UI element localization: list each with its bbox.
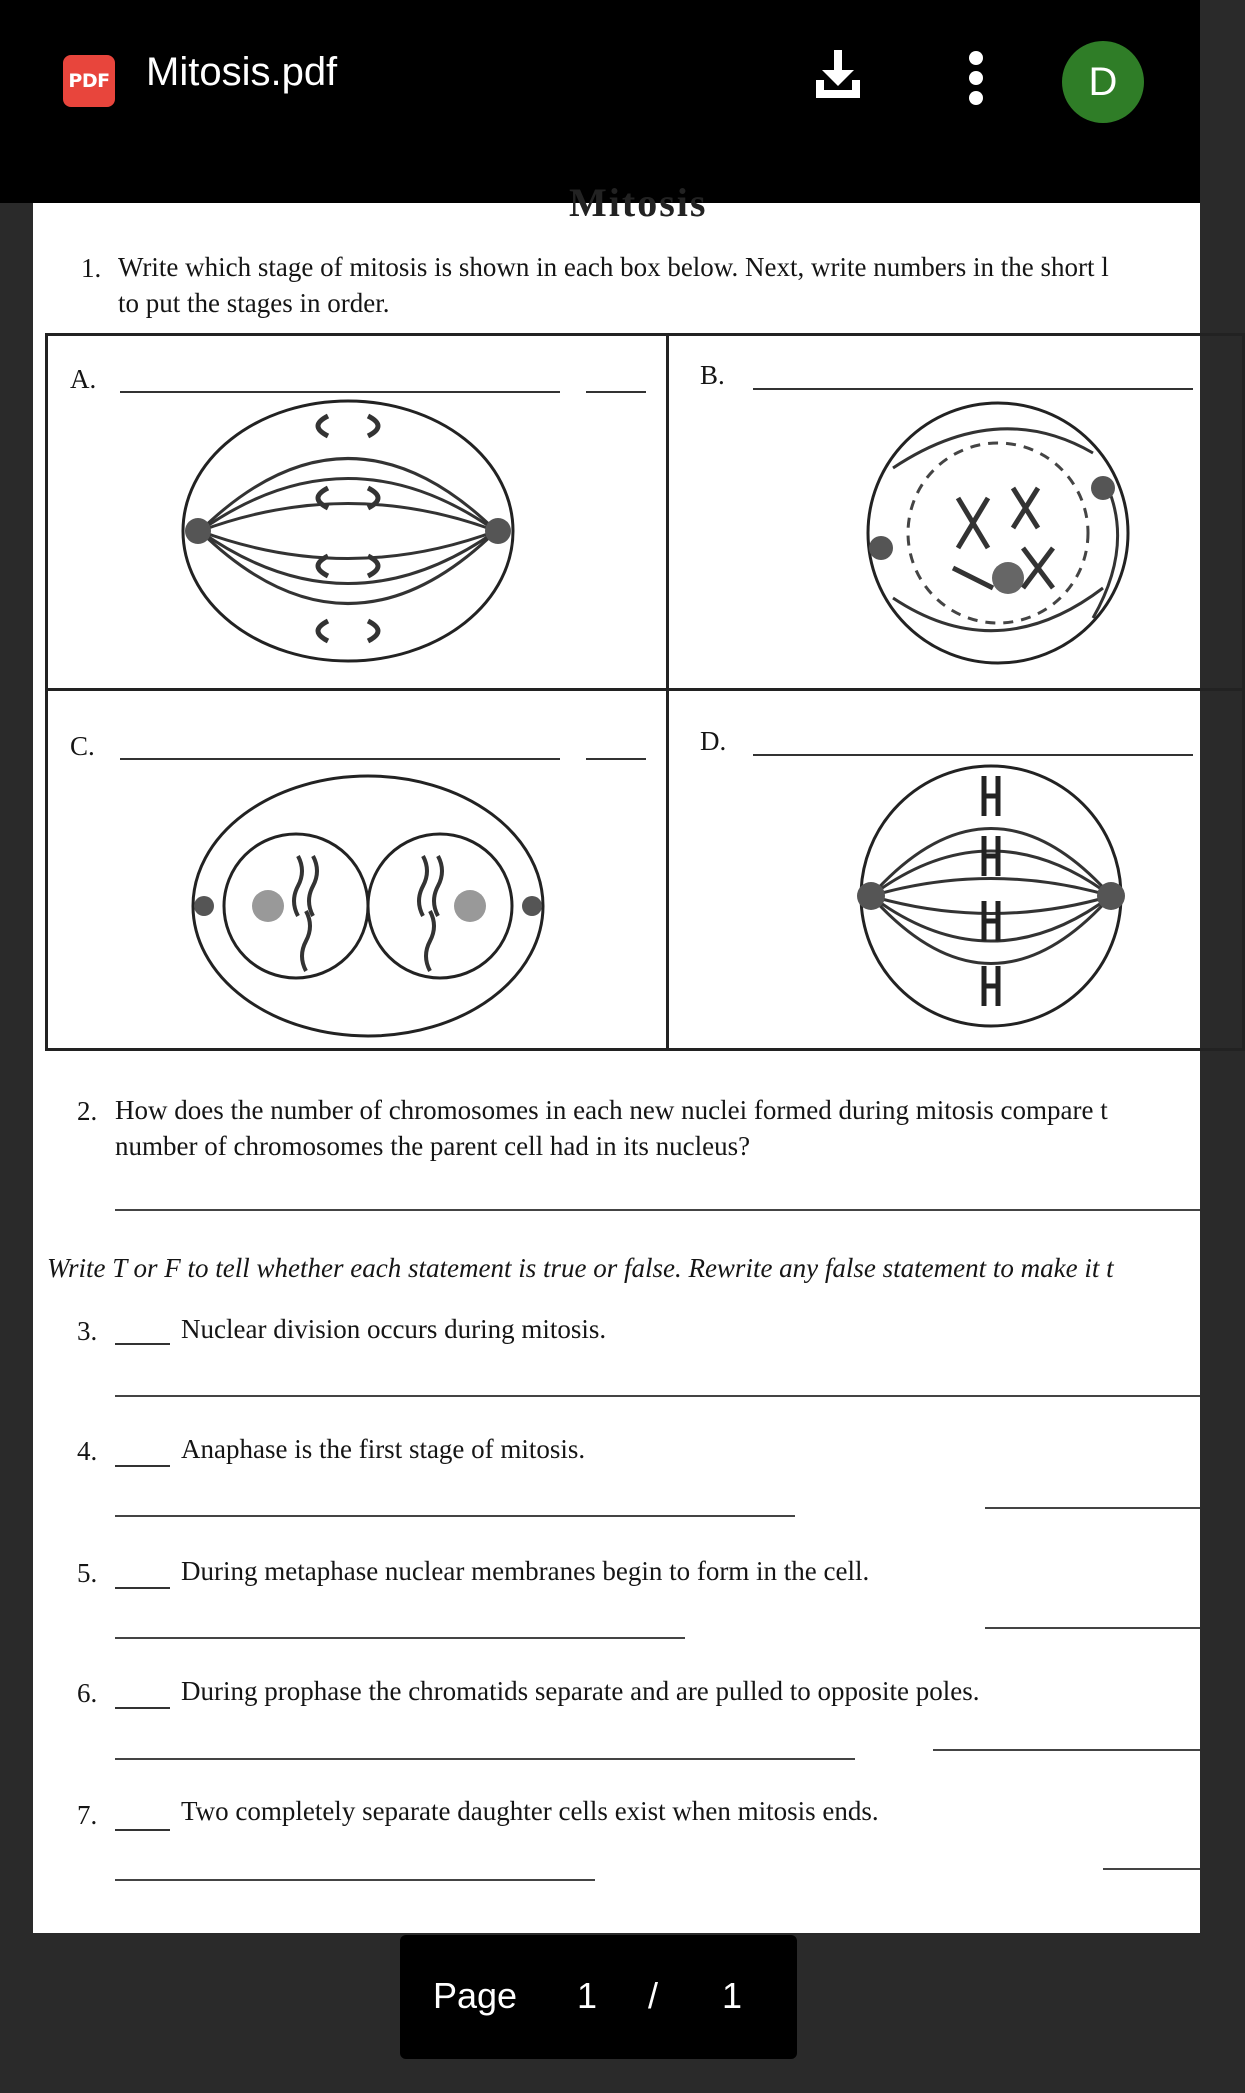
mitosis-stage-grid	[45, 333, 1245, 1051]
download-icon[interactable]	[812, 50, 864, 104]
statement-3-tf-blank[interactable]	[115, 1343, 170, 1345]
box-d-answer-line[interactable]	[753, 754, 1193, 756]
true-false-instructions: Write T or F to tell whether each statement is true or false. Rewrite any false statement to make it t	[47, 1253, 1114, 1283]
statement-6-tf-blank[interactable]	[115, 1707, 170, 1709]
page-indicator	[400, 1935, 797, 2059]
box-c-answer-line[interactable]	[120, 758, 560, 760]
prophase-cell-diagram	[863, 398, 1133, 668]
box-c-order-line[interactable]	[586, 758, 646, 760]
statement-7-rewrite-line[interactable]	[115, 1879, 595, 1881]
statement-7-rewrite-line-end[interactable]	[1103, 1868, 1200, 1870]
anaphase-cell-diagram	[178, 396, 518, 666]
telophase-cell-diagram	[188, 771, 548, 1041]
statement-6-rewrite-line-end[interactable]	[933, 1749, 1200, 1751]
statement-number: 5.	[77, 1558, 98, 1588]
question-1-text: Write which stage of mitosis is shown in each box below. Next, write numbers in the short l	[118, 252, 1109, 282]
statement-number: 7.	[77, 1800, 98, 1830]
statement-4-text: Anaphase is the first stage of mitosis.	[181, 1434, 586, 1464]
statement-5-rewrite-line-end[interactable]	[985, 1627, 1200, 1629]
statement-6-text: During prophase the chromatids separate and are pulled to opposite poles.	[181, 1676, 980, 1706]
statement-3-text: Nuclear division occurs during mitosis.	[181, 1314, 607, 1344]
box-c-label: C.	[70, 731, 95, 761]
file-title: Mitosis.pdf	[146, 50, 338, 94]
statement-number: 3.	[77, 1316, 98, 1346]
box-a-answer-line[interactable]	[120, 391, 560, 393]
statement-3-rewrite-line[interactable]	[115, 1395, 1200, 1397]
more-vert-icon[interactable]	[958, 50, 994, 106]
statement-7-text: Two completely separate daughter cells exist when mitosis ends.	[181, 1796, 879, 1826]
statement-4-rewrite-line[interactable]	[115, 1515, 795, 1517]
grid-divider	[666, 336, 669, 1048]
box-b-label: B.	[700, 360, 725, 390]
question-2-answer-line[interactable]	[115, 1209, 1200, 1211]
question-2-text: How does the number of chromosomes in each new nuclei formed during mitosis compare t	[115, 1095, 1108, 1125]
metaphase-cell-diagram	[856, 761, 1126, 1031]
app-bar	[0, 0, 1200, 203]
current-page: 1	[577, 1975, 598, 2016]
box-b-answer-line[interactable]	[753, 388, 1193, 390]
document-title: Mitosis	[569, 180, 708, 225]
statement-4-tf-blank[interactable]	[115, 1465, 170, 1467]
total-pages: 1	[722, 1975, 743, 2016]
statement-4-rewrite-line-end[interactable]	[985, 1507, 1200, 1509]
box-a-order-line[interactable]	[586, 391, 646, 393]
statement-7-tf-blank[interactable]	[115, 1829, 170, 1831]
page-label: Page	[433, 1975, 518, 2016]
grid-divider	[48, 688, 1242, 691]
statement-number: 4.	[77, 1436, 98, 1466]
statement-5-rewrite-line[interactable]	[115, 1637, 685, 1639]
page-separator: /	[648, 1975, 659, 2016]
question-number: 2.	[77, 1096, 98, 1126]
question-number: 1.	[81, 253, 102, 283]
box-d-label: D.	[700, 726, 727, 756]
statement-6-rewrite-line[interactable]	[115, 1758, 855, 1760]
box-a-label: A.	[70, 364, 97, 394]
statement-number: 6.	[77, 1678, 98, 1708]
pdf-file-icon: PDF	[63, 55, 115, 107]
question-1-text-cont: to put the stages in order.	[118, 288, 390, 318]
statement-5-tf-blank[interactable]	[115, 1587, 170, 1589]
question-2-text-cont: number of chromosomes the parent cell had in its nucleus?	[115, 1131, 751, 1161]
statement-5-text: During metaphase nuclear membranes begin to form in the cell.	[181, 1556, 870, 1586]
document-page	[33, 180, 1200, 1933]
account-avatar[interactable]: D	[1062, 41, 1144, 123]
